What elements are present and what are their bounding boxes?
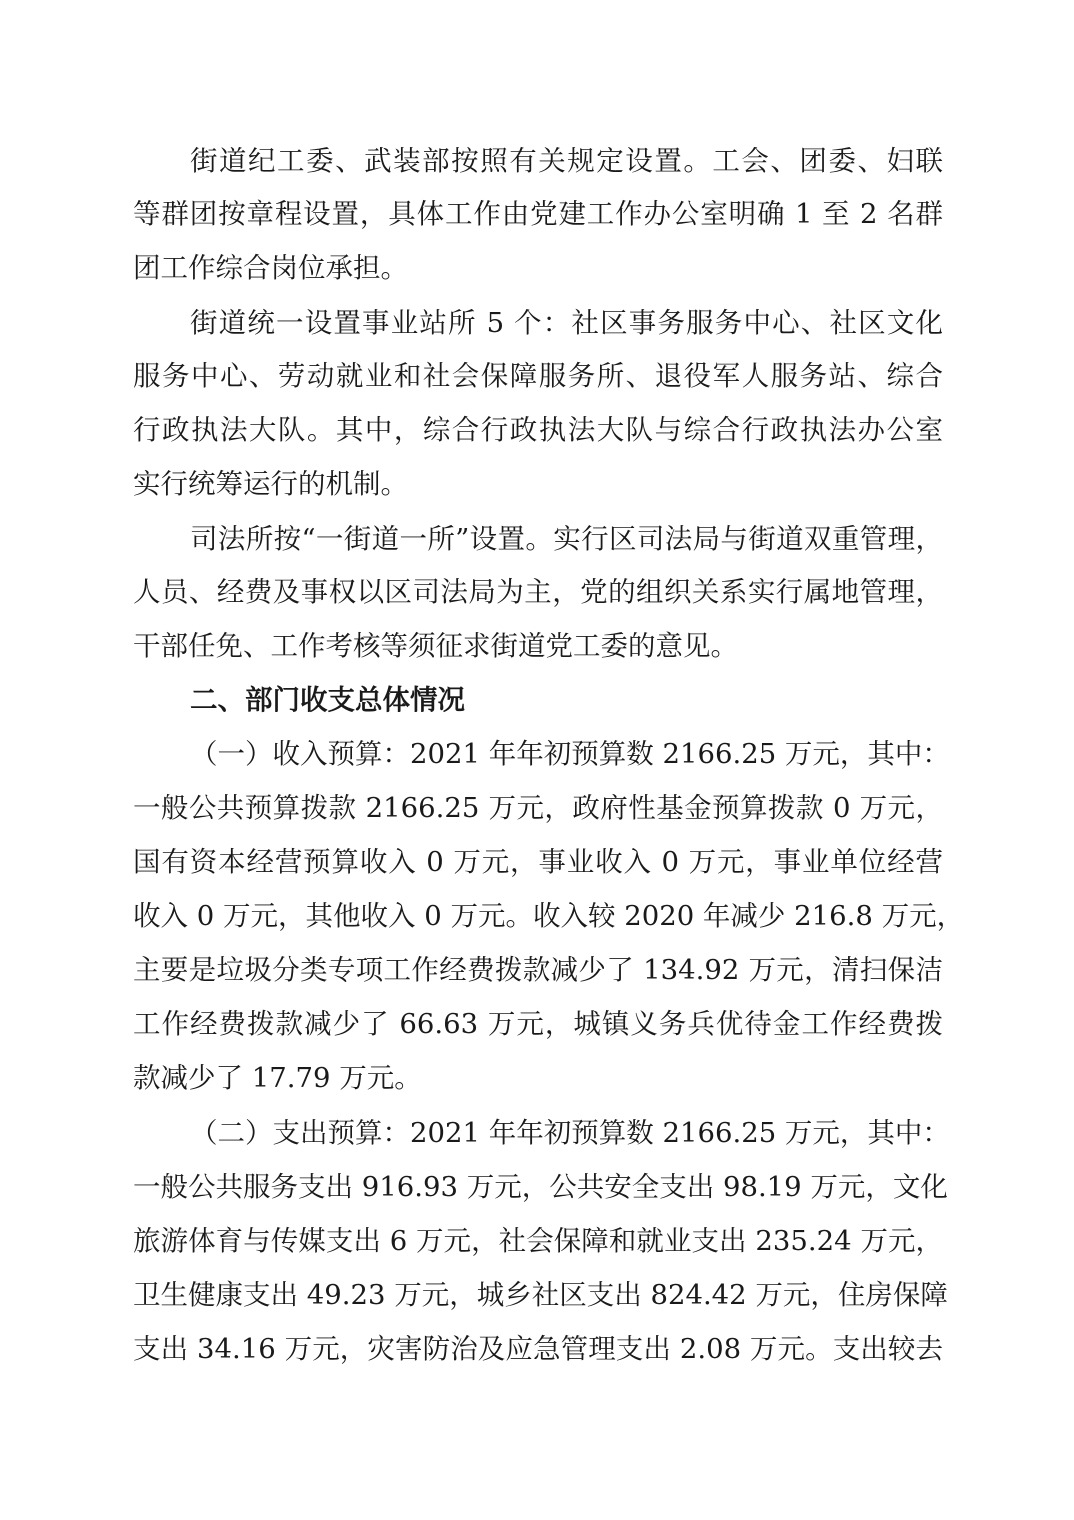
text-line: 工作经费拨款减少了 66.63 万元，城镇义务兵优待金工作经费拨 xyxy=(133,1008,943,1040)
text-line: 卫生健康支出 49.23 万元，城乡社区支出 824.42 万元，住房保障 xyxy=(133,1279,948,1311)
text-line: 款减少了 17.79 万元。 xyxy=(133,1062,422,1094)
text-line: 司法所按“一街道一所”设置。实行区司法局与街道双重管理， xyxy=(190,523,943,555)
section-heading: 二、部门收支总体情况 xyxy=(190,684,465,716)
text-line: 一般公共服务支出 916.93 万元，公共安全支出 98.19 万元，文化 xyxy=(133,1171,948,1203)
text-line: 团工作综合岗位承担。 xyxy=(133,252,408,284)
text-line: 街道统一设置事业站所 5 个：社区事务服务中心、社区文化 xyxy=(190,307,943,339)
text-line: 干部任免、工作考核等须征求街道党工委的意见。 xyxy=(133,630,738,662)
text-line: 实行统筹运行的机制。 xyxy=(133,468,408,500)
text-line: 国有资本经营预算收入 0 万元，事业收入 0 万元，事业单位经营 xyxy=(133,846,943,878)
text-line: 等群团按章程设置，具体工作由党建工作办公室明确 1 至 2 名群 xyxy=(133,198,943,230)
text-line: 人员、经费及事权以区司法局为主，党的组织关系实行属地管理， xyxy=(133,576,943,608)
text-line: 旅游体育与传媒支出 6 万元，社会保障和就业支出 235.24 万元， xyxy=(133,1225,943,1257)
text-line: （一）收入预算：2021 年年初预算数 2166.25 万元，其中： xyxy=(190,738,950,770)
text-line: 主要是垃圾分类专项工作经费拨款减少了 134.92 万元，清扫保洁 xyxy=(133,954,943,986)
text-line: 支出 34.16 万元，灾害防治及应急管理支出 2.08 万元。支出较去 xyxy=(133,1333,943,1365)
text-line: 一般公共预算拨款 2166.25 万元，政府性基金预算拨款 0 万元， xyxy=(133,792,943,824)
text-line: 街道纪工委、武装部按照有关规定设置。工会、团委、妇联 xyxy=(190,145,943,177)
text-line: 收入 0 万元，其他收入 0 万元。收入较 2020 年减少 216.8 万元， xyxy=(133,900,965,932)
text-line: 行政执法大队。其中，综合行政执法大队与综合行政执法办公室 xyxy=(133,414,943,446)
text-line: （二）支出预算：2021 年年初预算数 2166.25 万元，其中： xyxy=(190,1117,950,1149)
text-line: 服务中心、劳动就业和社会保障服务所、退役军人服务站、综合 xyxy=(133,360,943,392)
